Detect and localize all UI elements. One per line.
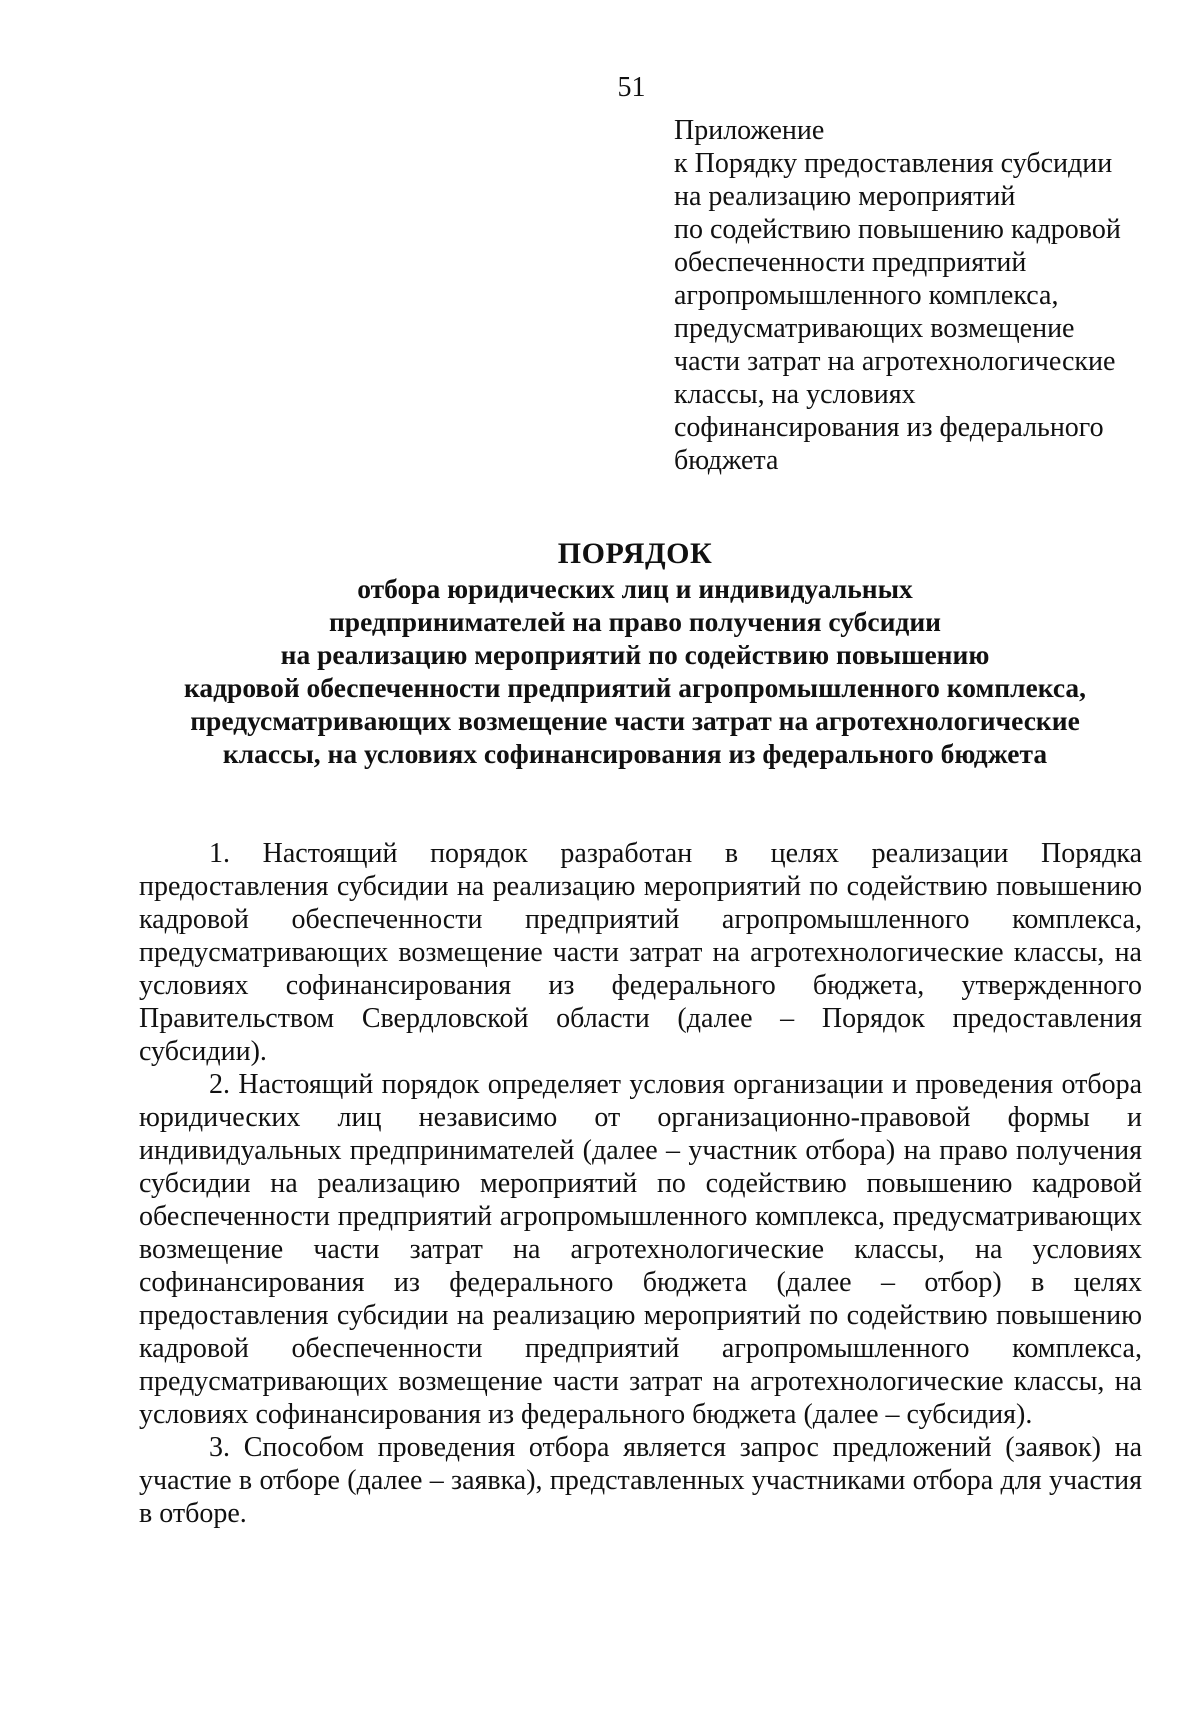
appendix-heading xyxy=(674,114,1164,477)
paragraph-1: 1. Настоящий порядок разработан в целях реализации Порядка предоставления субсидии на реализацию мероприятий по содействию повышению кадровой обеспеченности предприятий агропромышленного комплекса, предусматривающих возмещение части затрат на агротехнологические классы, на условиях софинансирования из федерального бюджета, утвержденного Правительством Свердловской области (далее – Порядок предоставления субсидии). xyxy=(139,838,1142,1067)
appendix-line: Приложение xyxy=(674,115,825,146)
appendix-line: классы, на условиях xyxy=(674,379,916,410)
appendix-line: обеспеченности предприятий xyxy=(674,247,1027,278)
title-main: ПОРЯДОК xyxy=(557,537,713,570)
appendix-line: бюджета xyxy=(674,445,779,476)
appendix-line: предусматривающих возмещение xyxy=(674,313,1075,344)
title-line: предпринимателей на право получения субсидии xyxy=(328,606,942,637)
appendix-line: агропромышленного комплекса, xyxy=(674,280,1059,311)
appendix-line: софинансирования из федерального xyxy=(674,412,1104,443)
paragraph-3: 3. Способом проведения отбора является запрос предложений (заявок) на участие в отборе (далее – заявка), представленных участниками отбора для участия в отборе. xyxy=(139,1432,1142,1529)
document-title xyxy=(90,536,1180,770)
appendix-line: части затрат на агротехнологические xyxy=(674,346,1116,377)
title-line: кадровой обеспеченности предприятий агропромышленного комплекса, xyxy=(183,672,1087,703)
appendix-line: по содействию повышению кадровой xyxy=(674,214,1121,245)
title-line: предусматривающих возмещение части затрат на агротехнологические xyxy=(190,705,1080,736)
page-number: 51 xyxy=(617,72,646,103)
title-line: на реализацию мероприятий по содействию повышению xyxy=(280,639,990,670)
paragraph-2: 2. Настоящий порядок определяет условия организации и проведения отбора юридических лиц независимо от организационно-правовой формы и индивидуальных предпринимателей (далее – участник отбора) на право получения субсидии на реализацию мероприятий по содействию повышению кадровой обеспеченности предприятий агропромышленного комплекса, предусматривающих возмещение части затрат на агротехнологические классы, на условиях софинансирования из федерального бюджета (далее – отбор) в целях предоставления субсидии на реализацию мероприятий по содействию повышению кадровой обеспеченности предприятий агропромышленного комплекса, предусматривающих возмещение части затрат на агротехнологические классы, на условиях софинансирования из федерального бюджета (далее – субсидия). xyxy=(139,1069,1142,1430)
appendix-line: к Порядку предоставления субсидии xyxy=(674,148,1113,179)
title-line: классы, на условиях софинансирования из федерального бюджета xyxy=(222,738,1048,769)
document-body xyxy=(139,837,1142,1530)
appendix-line: на реализацию мероприятий xyxy=(674,181,1016,212)
title-line: отбора юридических лиц и индивидуальных xyxy=(357,573,913,604)
title-subtitle xyxy=(90,572,1180,770)
